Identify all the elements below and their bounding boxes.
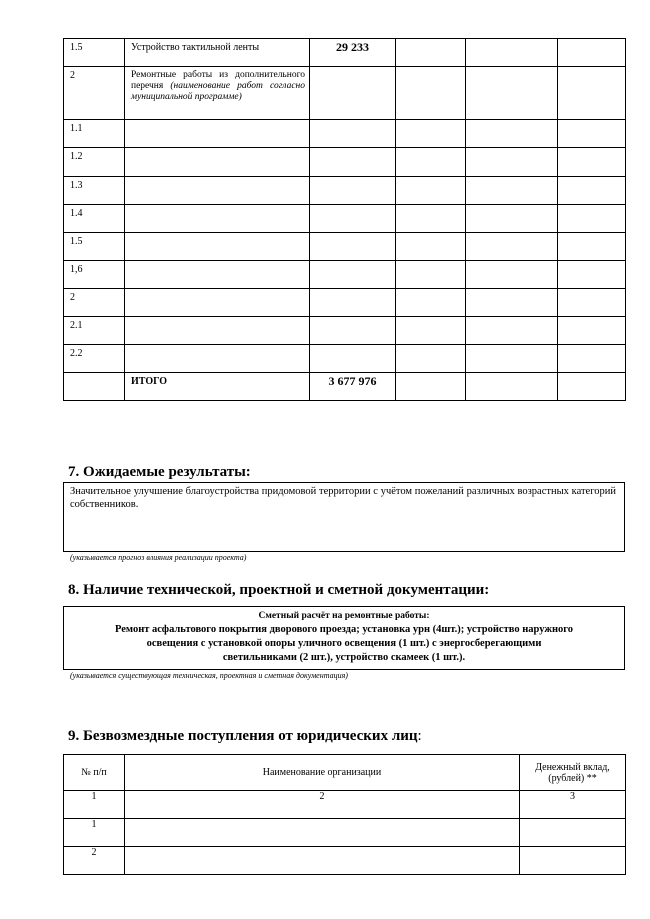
column-header: № п/п	[64, 755, 125, 791]
table-row: 1	[64, 819, 626, 847]
section-7-caption: (указывается прогноз влияния реализации проекта)	[70, 553, 247, 562]
row-number: 2.1	[64, 317, 125, 345]
section-8-title: 8. Наличие технической, проектной и сметной документации:	[68, 582, 490, 598]
row-number: 2.2	[64, 345, 125, 373]
table-row	[64, 67, 626, 120]
row-number: 1.4	[64, 205, 125, 233]
row-number: 2	[64, 289, 125, 317]
row-number: 2	[64, 67, 125, 120]
donations-table	[63, 754, 626, 875]
row-number: 1.3	[64, 177, 125, 205]
table-row	[64, 289, 626, 317]
table-row	[64, 205, 626, 233]
table-row	[64, 120, 626, 148]
section-8-caption: (указывается существующая техническая, проектная и сметная документация)	[70, 671, 348, 680]
table-index-row: 1 2 3	[64, 791, 626, 819]
table-row	[64, 261, 626, 289]
documentation-line: светильниками (2 шт.), устройство скамеек (1 шт.).	[222, 652, 466, 663]
table-row	[64, 148, 626, 177]
documentation-heading: Сметный расчёт на ремонтные работы:	[258, 611, 430, 621]
works-table	[63, 38, 626, 401]
table-header-row	[64, 755, 626, 791]
total-row	[64, 373, 626, 401]
column-header: Денежный вклад, (рублей) **	[520, 755, 626, 791]
table-row	[64, 233, 626, 261]
work-name: Ремонтные работы из дополнительного перечня (наименование работ согласно муниципальной программе)	[125, 67, 310, 120]
table-row	[64, 317, 626, 345]
work-name: Устройство тактильной ленты	[125, 39, 310, 67]
row-number: 1.5	[64, 233, 125, 261]
expected-results-box	[63, 482, 625, 552]
row-number: 1.1	[64, 120, 125, 148]
documentation-line: освещения с установкой опоры уличного освещения (1 шт.) с энергосберегающими	[146, 638, 542, 649]
documentation-line: Ремонт асфальтового покрытия дворового проезда; установка урн (4шт.); устройство наружного	[115, 624, 573, 635]
section-9-title: 9. Безвозмездные поступления от юридических лиц:	[68, 728, 422, 744]
table-row	[64, 39, 626, 67]
row-number: 1.2	[64, 148, 125, 177]
work-amount: 29 233	[310, 39, 396, 67]
expected-results-text: Значительное улучшение благоустройства придомовой территории с учётом пожеланий различных возрастных категорий собственников.	[70, 486, 616, 510]
table-row	[64, 345, 626, 373]
total-amount: 3 677 976	[310, 373, 396, 401]
section-7-title: 7. Ожидаемые результаты:	[68, 464, 251, 480]
row-number: 1.5	[64, 39, 125, 67]
documentation-box	[63, 606, 625, 670]
table-row	[64, 177, 626, 205]
column-header: Наименование организации	[125, 755, 520, 791]
row-number: 1,6	[64, 261, 125, 289]
total-label: ИТОГО	[125, 373, 310, 401]
table-row: 2	[64, 847, 626, 875]
